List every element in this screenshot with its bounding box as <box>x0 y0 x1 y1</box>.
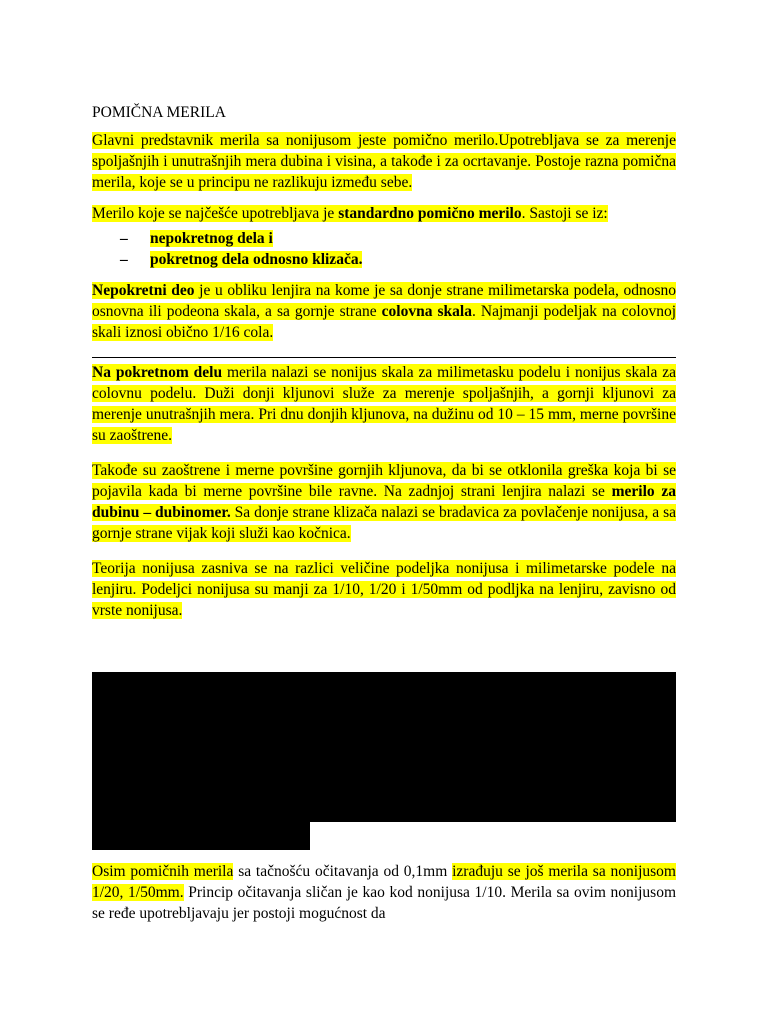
list-item-text: nepokretnog dela i <box>150 230 273 247</box>
redacted-image-tail <box>92 822 310 850</box>
document-page <box>92 92 676 621</box>
paragraph-5-c: Sa donje strane klizača nalazi se bradavica za povlačenje nonijusa, a sa gornje strane vijak koji služi kao kočnica. <box>92 504 676 542</box>
redacted-image <box>92 672 676 822</box>
paragraph-2-c: . Sastoji se iz: <box>521 205 608 222</box>
paragraph-3-d: . Najmanji podeljak na colovnoj skali iznosi obično 1/16 cola. <box>92 303 676 341</box>
paragraph-4 <box>92 362 676 446</box>
bottom-text <box>92 861 676 924</box>
parts-list <box>92 228 676 270</box>
paragraph-1-text: Glavni predstavnik merila sa nonijusom jeste pomično merilo.Upotrebljava se za merenje spoljašnjih i unutrašnjih mera dubina i visina, a takođe i za ocrtavanje. Postoje razna pomična merila, koje se u principu ne razlikuju između sebe. <box>92 132 676 191</box>
list-dash: – <box>120 230 128 247</box>
paragraph-5-a: Takođe su zaoštrene i merne površine gornjih kljunova, da bi se otklonila greška koja bi se pojavila kada bi merne površine bile ravne. Na zadnjoj strani lenjira nalazi se <box>92 462 676 500</box>
paragraph-3-b: je u obliku lenjira na kome je sa donje strane milimetarska podela, odnosno osnovna ili podeona skala, a sa gornje strane <box>92 282 676 320</box>
paragraph-5-bold: merilo za dubinu – dubinomer. <box>92 483 676 521</box>
paragraph-7 <box>92 861 676 924</box>
paragraph-1 <box>92 130 676 193</box>
paragraph-6-text: Teorija nonijusa zasniva se na razlici veličine podeljka nonijusa i milimetarske podele na lenjiru. Podeljci nonijusa su manji za 1/10, 1/20 i 1/50mm od podljka na lenjiru, zavisno od vrste nonijusa. <box>92 560 676 619</box>
paragraph-5 <box>92 460 676 544</box>
list-item <box>92 249 676 270</box>
page-title: POMIČNA MERILA <box>92 104 226 121</box>
paragraph-3 <box>92 280 676 343</box>
list-item <box>92 228 676 249</box>
paragraph-3-bold-c: colovna skala <box>381 303 472 320</box>
paragraph-7-d: Princip očitavanja sličan je kao kod nonijusa 1/10. Merila sa ovim nonijusom se ređe upotrebljavaju jer postoji mogućnost da <box>92 884 676 922</box>
paragraph-7-b: sa tačnošću očitavanja od 0,1mm <box>233 863 453 880</box>
paragraph-7-c: izrađuju se još merila sa nonijusom 1/20, 1/50mm. <box>92 863 676 901</box>
paragraph-4-bold: Na pokretnom delu <box>92 364 223 381</box>
paragraph-4-text: merila nalazi se nonijus skala za milimetasku podelu i nonijus skala za colovnu podelu. Duži donji kljunovi služe za merenje spoljašnjih, a gornji kljunovi za merenje unutrašnjih mera. Pri dnu donjih kljunova, na dužinu od 10 – 15 mm, merne površine su zaoštrene. <box>92 364 676 444</box>
paragraph-6 <box>92 558 676 621</box>
paragraph-2-bold: standardno pomično merilo <box>338 205 522 222</box>
list-dash: – <box>120 251 128 268</box>
paragraph-7-a: Osim pomičnih merila <box>92 863 234 880</box>
paragraph-2 <box>92 203 676 224</box>
list-item-text: pokretnog dela odnosno klizača. <box>150 251 363 268</box>
paragraph-2-a: Merilo koje se najčešće upotrebljava je <box>92 205 339 222</box>
paragraph-3-bold-a: Nepokretni deo <box>92 282 195 299</box>
